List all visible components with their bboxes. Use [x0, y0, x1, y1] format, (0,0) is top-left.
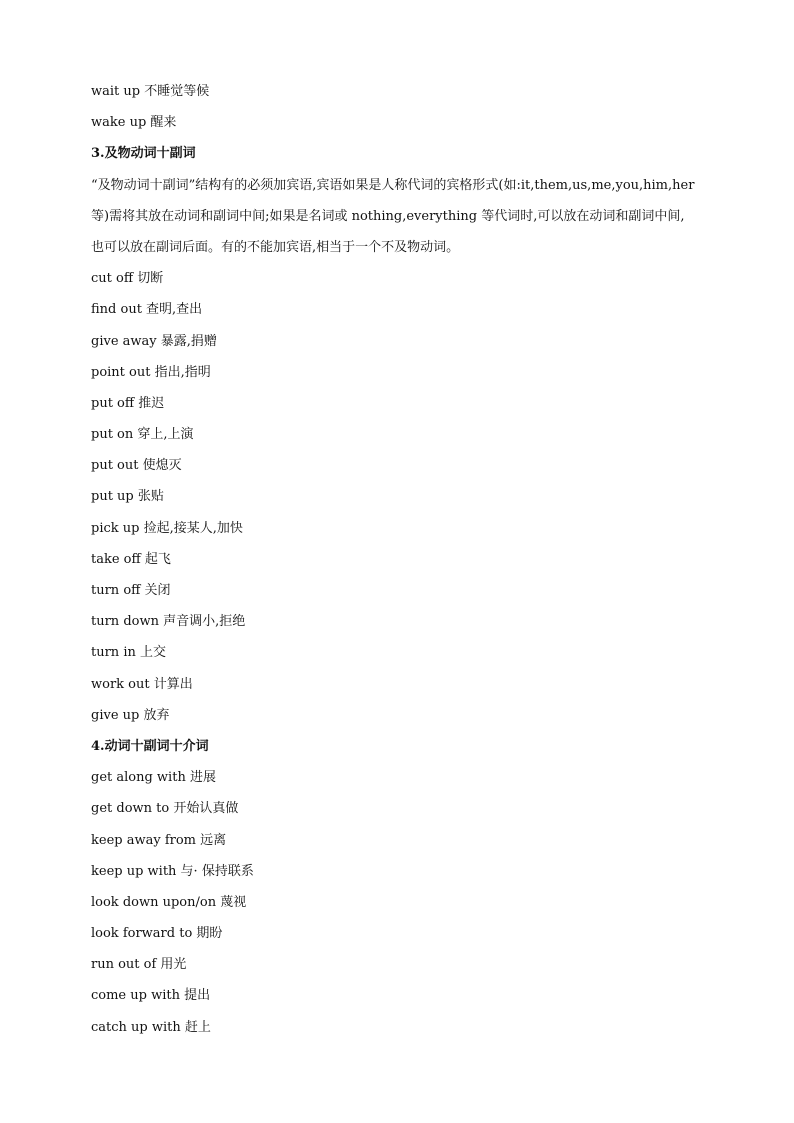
phrase-item: point out 指出,指明 — [91, 364, 211, 380]
phrase-item: wait up 不睡觉等候 — [91, 84, 210, 99]
phrase-item: turn in 上交 — [91, 645, 166, 661]
phrase-item: put off 推迟 — [91, 395, 165, 411]
document-content — [91, 80, 709, 1047]
phrase-item: run out of 用光 — [91, 957, 187, 973]
phrase-item: cut off 切断 — [91, 271, 164, 287]
phrase-item: look forward to 期盼 — [91, 926, 223, 942]
phrase-item: pick up 捡起,接某人,加快 — [91, 520, 243, 536]
paragraph-line: “及物动词十副词”结构有的必须加宾语,宾语如果是人称代词的宾格形式(如:it,them,us,me,you,him,her — [91, 177, 695, 193]
phrase-item: work out 计算出 — [91, 676, 193, 692]
phrase-item: keep away from 远离 — [91, 832, 227, 848]
paragraph-line: 等)需将其放在动词和副词中间;如果是名词或 nothing,everything 等代词时,可以放在动词和副词中间, — [91, 208, 685, 224]
section-heading: 4.动词十副词十介词 — [91, 738, 209, 754]
section-heading: 3.及物动词十副词 — [91, 146, 196, 162]
phrase-item: come up with 提出 — [91, 988, 211, 1004]
phrase-item: look down upon/on 蔑视 — [91, 894, 247, 910]
phrase-item: turn off 关闭 — [91, 583, 171, 598]
section-paragraph — [91, 174, 709, 268]
phrase-item: turn down 声音调小,拒绝 — [91, 614, 246, 630]
phrase-item: take off 起飞 — [91, 551, 171, 567]
phrase-item: keep up with 与· 保持联系 — [91, 863, 254, 879]
phrase-item: catch up with 赶上 — [91, 1019, 211, 1035]
phrase-item: get down to 开始认真做 — [91, 801, 239, 817]
phrase-item: give up 放弃 — [91, 707, 170, 723]
phrase-item: give away 暴露,捐赠 — [91, 333, 217, 349]
phrase-item: get along with 进展 — [91, 770, 216, 786]
phrase-item: wake up 醒来 — [91, 115, 177, 131]
phrase-item: put up 张贴 — [91, 489, 164, 505]
phrase-item: put on 穿上,上演 — [91, 427, 194, 443]
phrase-item: find out 查明,查出 — [91, 302, 203, 318]
phrase-item: put out 使熄灭 — [91, 458, 182, 474]
paragraph-line: 也可以放在副词后面。有的不能加宾语,相当于一个不及物动词。 — [91, 239, 460, 255]
